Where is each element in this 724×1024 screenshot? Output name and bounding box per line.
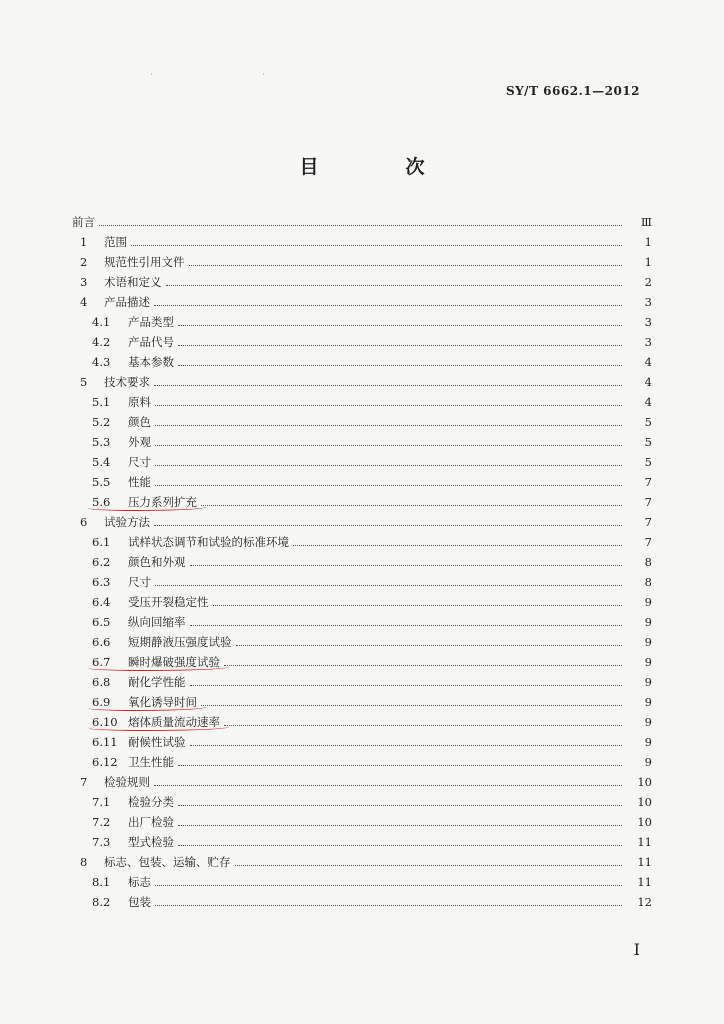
toc-entry-title: 基本参数: [128, 355, 174, 369]
dot-leader: [178, 824, 622, 826]
toc-entry[interactable]: [72, 552, 652, 572]
toc-entry[interactable]: [72, 652, 652, 672]
dot-leader: [293, 544, 622, 546]
toc-entry-number: 5.4: [92, 455, 111, 469]
toc-entry-number: 1: [80, 235, 88, 249]
dot-leader: [224, 664, 622, 666]
toc-entry[interactable]: [72, 212, 652, 232]
toc-entry-title: 纵向回缩率: [128, 615, 186, 629]
dot-leader: [178, 344, 622, 346]
toc-entry-page: 9: [644, 695, 652, 709]
toc-entry[interactable]: [72, 812, 652, 832]
toc-entry-page: 11: [637, 835, 652, 849]
scan-speck: ·: [150, 70, 153, 80]
dot-leader: [224, 724, 622, 726]
dot-leader: [189, 264, 623, 266]
dot-leader: [178, 804, 622, 806]
toc-entry[interactable]: [72, 312, 652, 332]
toc-entry[interactable]: [72, 732, 652, 752]
toc-entry[interactable]: [72, 872, 652, 892]
dot-leader: [178, 324, 622, 326]
toc-entry[interactable]: [72, 352, 652, 372]
toc-entry-page: 10: [637, 775, 652, 789]
toc-entry[interactable]: [72, 452, 652, 472]
toc-entry-number: 2: [80, 255, 88, 269]
toc-entry-title: 术语和定义: [104, 275, 162, 289]
toc-entry-title: 规范性引用文件: [104, 255, 185, 269]
dot-leader: [201, 504, 622, 506]
dot-leader: [155, 884, 622, 886]
toc-entry[interactable]: [72, 712, 652, 732]
toc-entry-page: 3: [644, 335, 652, 349]
standard-code: SY/T 6662.1—2012: [505, 84, 640, 98]
toc-entry-page: 4: [644, 395, 652, 409]
dot-leader: [235, 864, 623, 866]
toc-entry-number: 6: [80, 515, 88, 529]
toc-entry[interactable]: [72, 832, 652, 852]
toc-entry-title: 受压开裂稳定性: [128, 595, 209, 609]
dot-leader: [154, 524, 622, 526]
toc-entry-number: 6.1: [92, 535, 111, 549]
toc-entry-page: 11: [637, 875, 652, 889]
toc-entry-page: 9: [644, 615, 652, 629]
toc-entry-title: 检验分类: [128, 795, 174, 809]
toc-entry-number: 6.10: [92, 715, 118, 729]
toc-entry-number: 6.9: [92, 695, 111, 709]
toc-entry-title: 耐化学性能: [128, 675, 186, 689]
dot-leader: [190, 564, 623, 566]
toc-entry-number: 5: [80, 375, 88, 389]
toc-entry-title: 技术要求: [104, 375, 150, 389]
toc-entry-page: 4: [644, 375, 652, 389]
toc-entry-title: 尺寸: [128, 575, 151, 589]
dot-leader: [155, 404, 622, 406]
toc-entry[interactable]: [72, 412, 652, 432]
toc-entry-number: 4: [80, 295, 88, 309]
dot-leader: [155, 464, 622, 466]
toc-entry[interactable]: [72, 532, 652, 552]
toc-entry[interactable]: [72, 252, 652, 272]
toc-entry-page: 8: [644, 555, 652, 569]
toc-entry-number: 8.1: [92, 875, 111, 889]
dot-leader: [155, 444, 622, 446]
toc-entry-title: 瞬时爆破强度试验: [128, 655, 220, 669]
toc-entry-number: 7.3: [92, 835, 111, 849]
page-title: 目 次: [299, 156, 459, 178]
toc-entry-page: 1: [644, 255, 652, 269]
toc-entry-page: 7: [644, 475, 652, 489]
toc-entry-number: 6.12: [92, 755, 118, 769]
dot-leader: [154, 384, 622, 386]
dot-leader: [190, 624, 623, 626]
toc-entry-page: 8: [644, 575, 652, 589]
toc-entry-page: 11: [637, 855, 652, 869]
toc-entry-number: 6.11: [92, 735, 118, 749]
toc-entry-number: 4.2: [92, 335, 111, 349]
toc-entry[interactable]: [72, 592, 652, 612]
toc-entry-title: 包装: [128, 895, 151, 909]
toc-entry-number: 4.1: [92, 315, 111, 329]
dot-leader: [178, 364, 622, 366]
toc-entry-page: 9: [644, 655, 652, 669]
dot-leader: [154, 784, 622, 786]
toc-entry-page: 5: [644, 455, 652, 469]
dot-leader: [190, 744, 623, 746]
toc-entry-title: 颜色和外观: [128, 555, 186, 569]
toc-entry[interactable]: [72, 852, 652, 872]
toc-entry-page: 5: [644, 415, 652, 429]
dot-leader: [236, 644, 623, 646]
toc-entry[interactable]: [72, 752, 652, 772]
toc-entry-title: 产品代号: [128, 335, 174, 349]
toc-entry[interactable]: [72, 512, 652, 532]
toc-entry-title: 外观: [128, 435, 151, 449]
toc-entry[interactable]: [72, 492, 652, 512]
toc-entry-page: 9: [644, 735, 652, 749]
dot-leader: [155, 584, 622, 586]
toc-entry[interactable]: [72, 232, 652, 252]
toc-entry-page: 5: [644, 435, 652, 449]
dot-leader: [201, 704, 622, 706]
toc-entry[interactable]: [72, 292, 652, 312]
toc-entry-number: 6.5: [92, 615, 111, 629]
toc-entry-page: 9: [644, 595, 652, 609]
toc-entry-title: 试样状态调节和试验的标准环境: [128, 535, 289, 549]
dot-leader: [155, 484, 622, 486]
toc-entry-page: 7: [644, 495, 652, 509]
toc-entry-title: 原料: [128, 395, 151, 409]
dot-leader: [155, 904, 622, 906]
toc-entry[interactable]: [72, 612, 652, 632]
toc-entry-page: 9: [644, 715, 652, 729]
toc-entry-page: 7: [644, 535, 652, 549]
toc-entry-number: 6.4: [92, 595, 111, 609]
toc-entry-title: 型式检验: [128, 835, 174, 849]
toc-entry-page: 9: [644, 755, 652, 769]
toc-entry-number: 6.2: [92, 555, 111, 569]
toc-entry-title: 性能: [128, 475, 151, 489]
toc-entry[interactable]: [72, 392, 652, 412]
toc-entry-number: 7.1: [92, 795, 111, 809]
toc-entry[interactable]: [72, 472, 652, 492]
toc-entry-title: 试验方法: [104, 515, 150, 529]
toc-entry-number: 6.8: [92, 675, 111, 689]
toc-entry-page: 3: [644, 315, 652, 329]
toc-entry-page: 1: [644, 235, 652, 249]
dot-leader: [131, 244, 622, 246]
dot-leader: [178, 844, 622, 846]
toc-entry-title: 耐候性试验: [128, 735, 186, 749]
dot-leader: [99, 224, 622, 226]
toc-entry-page: 10: [637, 795, 652, 809]
toc-entry-title: 压力系列扩充: [128, 495, 197, 509]
toc-entry-number: 8: [80, 855, 88, 869]
toc-entry-page: 2: [644, 275, 652, 289]
toc-entry-title: 标志: [128, 875, 151, 889]
toc-entry[interactable]: [72, 772, 652, 792]
toc-entry[interactable]: [72, 572, 652, 592]
dot-leader: [154, 304, 622, 306]
dot-leader: [178, 764, 622, 766]
toc-entry-number: 6.6: [92, 635, 111, 649]
toc-entry-title: 产品类型: [128, 315, 174, 329]
toc-entry-title: 颜色: [128, 415, 151, 429]
toc-entry-page: 3: [644, 295, 652, 309]
toc-entry-title: 检验规则: [104, 775, 150, 789]
toc-entry-number: 7.2: [92, 815, 111, 829]
toc-entry-page: 7: [644, 515, 652, 529]
toc-entry-number: 5.1: [92, 395, 111, 409]
toc-entry-number: 3: [80, 275, 88, 289]
toc-entry-title: 尺寸: [128, 455, 151, 469]
toc-entry-page: 12: [637, 895, 652, 909]
toc-entry-title: 出厂检验: [128, 815, 174, 829]
toc-entry-number: 5.3: [92, 435, 111, 449]
toc-entry-page: Ⅲ: [640, 215, 652, 229]
toc-entry-title: 产品描述: [104, 295, 150, 309]
toc-entry-title: 标志、包装、运输、贮存: [104, 855, 231, 869]
toc-entry-number: 4.3: [92, 355, 111, 369]
page-number: Ⅰ: [633, 940, 640, 959]
scan-speck: ·: [262, 70, 265, 80]
toc-entry-title: 熔体质量流动速率: [128, 715, 220, 729]
toc-entry[interactable]: [72, 632, 652, 652]
dot-leader: [155, 424, 622, 426]
toc-entry-number: 5.6: [92, 495, 111, 509]
dot-leader: [166, 284, 623, 286]
toc-entry-number: 5.5: [92, 475, 111, 489]
toc-entry-title: 卫生性能: [128, 755, 174, 769]
toc-entry-number: 8.2: [92, 895, 111, 909]
toc-entry[interactable]: [72, 372, 652, 392]
toc-entry-number: 6.7: [92, 655, 111, 669]
toc-entry-title: 范围: [104, 235, 127, 249]
toc-entry[interactable]: [72, 692, 652, 712]
toc-entry-page: 9: [644, 635, 652, 649]
toc-entry[interactable]: [72, 272, 652, 292]
table-of-contents: [72, 212, 652, 912]
toc-entry-title: 氧化诱导时间: [128, 695, 197, 709]
dot-leader: [190, 684, 623, 686]
toc-entry-page: 10: [637, 815, 652, 829]
toc-entry[interactable]: [72, 672, 652, 692]
toc-entry-number: 5.2: [92, 415, 111, 429]
toc-entry-page: 9: [644, 675, 652, 689]
dot-leader: [213, 604, 623, 606]
toc-entry-number: 6.3: [92, 575, 111, 589]
toc-entry-title: 前言: [72, 215, 95, 229]
toc-entry[interactable]: [72, 332, 652, 352]
toc-entry[interactable]: [72, 432, 652, 452]
toc-entry[interactable]: [72, 892, 652, 912]
toc-entry[interactable]: [72, 792, 652, 812]
toc-entry-number: 7: [80, 775, 88, 789]
toc-entry-title: 短期静液压强度试验: [128, 635, 232, 649]
toc-entry-page: 4: [644, 355, 652, 369]
